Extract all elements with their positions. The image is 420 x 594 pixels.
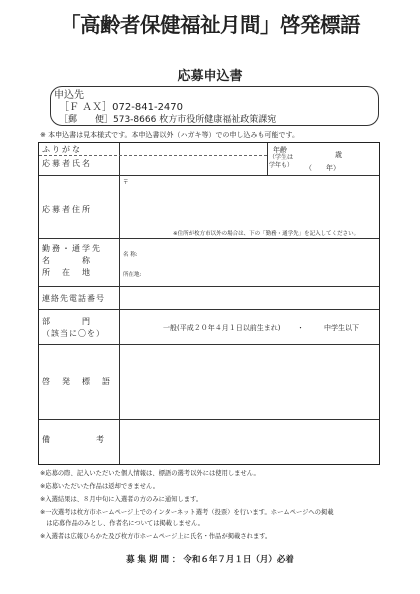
remarks-label: 備 考 xyxy=(42,435,105,444)
category-label-line2: （該当に〇を） xyxy=(42,329,105,338)
phone-label: 連絡先電話番号 xyxy=(42,294,105,303)
age-label: 年齢 xyxy=(273,146,287,154)
row-divider xyxy=(39,286,379,287)
work-label-line1: 勤務・通学先 xyxy=(42,244,102,253)
page-title: 「高齢者保健福祉月間」啓発標語 xyxy=(60,13,360,37)
age-column-divider xyxy=(267,143,268,175)
fax-number: ［Ｆ ＡＸ］072-841-2470 xyxy=(59,102,184,113)
work-address-label: 所在地: xyxy=(123,272,142,278)
footer-note: ※一次選考は枚方市ホームページ上でのインターネット選考（投票）を行います。ホームページへの掲載 xyxy=(40,509,334,516)
row-divider xyxy=(39,309,379,310)
row-divider xyxy=(39,419,379,420)
postal-mark: 〒 xyxy=(123,180,129,186)
address-note: ※住所が枚方市以外の場合は、下の「勤務・通学先」を記入してください。 xyxy=(173,231,360,237)
footer-note: ※入選者は広報ひらかた及び枚方市ホームページ上に氏名・作品が掲載されます。 xyxy=(40,533,272,540)
category-general-option[interactable]: 一般(平成２０年４月１日以前生まれ) xyxy=(163,324,281,332)
furigana-divider xyxy=(39,155,267,156)
postal-address: ［郵 便］573-8666 枚方市役所健康福祉政策課宛 xyxy=(59,115,277,125)
age-note: （学生は 学年も） xyxy=(269,154,294,169)
row-divider xyxy=(39,344,379,345)
applicant-name-label: 応募者氏名 xyxy=(42,159,92,168)
age-unit: 歳 xyxy=(335,151,342,159)
application-form xyxy=(38,142,380,465)
footer-note: ※応募の際、記入いただいた個人情報は、標語の選考以外には使用しません。 xyxy=(40,470,260,477)
category-label-line1: 部 門 xyxy=(42,317,92,326)
footer-note: ※入選結果は、８月中旬に入選者の方のみに通知します。 xyxy=(40,496,203,503)
contact-box xyxy=(50,86,379,126)
slogan-label: 啓 発 標 語 xyxy=(42,377,112,386)
contact-label: 申込先 xyxy=(54,90,84,101)
sample-form-note: ※ 本申込書は見本様式です。本申込書以外（ハガキ等）での申し込みも可能です。 xyxy=(40,131,299,139)
address-label: 応募者住所 xyxy=(42,205,92,214)
work-name-label: 名 称: xyxy=(123,252,138,258)
footer-note: は応募作品のみとし、作者名については掲載しません。 xyxy=(40,520,204,527)
deadline: 募 集 期 間 ： 令和６年７月１日（月）必着 xyxy=(126,555,294,565)
grade-unit: （ 年） xyxy=(305,164,340,172)
form-subtitle: 応募申込書 xyxy=(177,69,243,84)
category-student-option[interactable]: 中学生以下 xyxy=(324,324,359,332)
work-label-line2: 名 称 xyxy=(42,256,92,265)
furigana-label: ふりがな xyxy=(42,145,82,154)
row-divider xyxy=(39,238,379,239)
footer-note: ※応募いただいた作品は返却できません。 xyxy=(40,483,159,490)
row-divider xyxy=(39,175,379,176)
work-label-line3: 所 在 地 xyxy=(42,268,92,277)
category-separator: ・ xyxy=(297,324,304,332)
